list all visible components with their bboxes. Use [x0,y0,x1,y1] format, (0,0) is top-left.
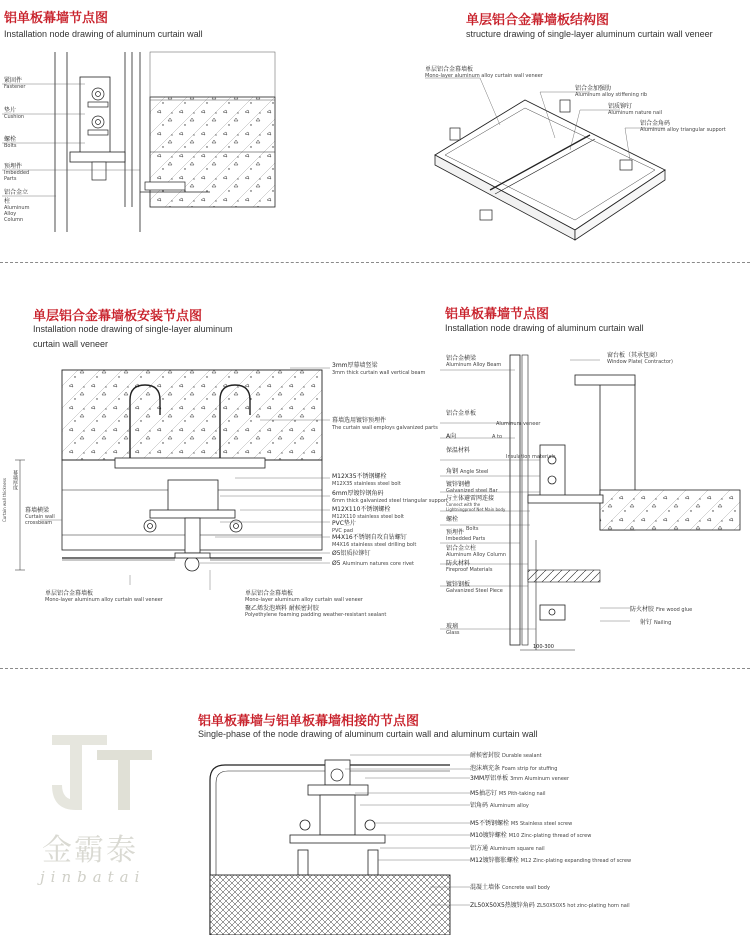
label-alangle-en: Aluminum alloy [489,803,529,809]
label-steelbar-zh: 镀锌钢槽 [446,481,471,488]
label-veneer-en: Mono-layer aluminum alloy curtain wall veneer [425,73,543,79]
label-m12x35-zh: M12X35不锈钢螺栓 [332,473,387,480]
jt-logo-icon [42,730,162,820]
label-beam-zh: 铝合金横梁 [446,355,477,362]
label-thickness-zh: 幕墙厚度 [12,470,18,490]
section-divider-1 [0,262,750,263]
label-m10-en: M10 Zinc-plating thread of screw [508,833,592,839]
panel3-bottom-right [245,588,386,618]
label-steelbar-en: Galvanized steel Bar [446,488,498,494]
label-zl50-en: ZL50X50X5 hot zinc-plating horn nail [536,903,630,909]
label-angle-en: Angle Steel [459,469,489,475]
panel1-title: 铝单板幕墙节点图 [4,11,109,26]
panel2-title: 单层铝合金幕墙板结构图 [466,13,610,28]
label-veneer-zh: 单层铝合金幕墙板 [425,66,474,73]
panel5-drawing [190,745,470,935]
label-rib-en: Aluminum alloy stiffening rib [575,92,648,98]
label-p4bolts-en: Bolts [466,526,479,532]
panel2-label-nail [608,101,662,116]
label-square-zh: 铝方通 [470,845,489,852]
label-vbeam-en: 3mm thick curtain wall vertical beam [332,370,426,376]
label-concrete-zh: 混凝土墙体 [470,884,501,891]
label-bottom2-en: Mono-layer aluminum alloy curtain wall veneer [245,597,363,603]
label-bottom2-zh: 单层铝合金幕墙板 [245,590,294,597]
label-6mm-en: 6mm thick galvanized steel triangular support [332,498,448,504]
panel3-title: 单层铝合金幕墙板安装节点图 [33,309,203,324]
panel5-title: 铝单板幕墙与铝单板幕墙相接的节点图 [198,714,420,729]
panel1-subtitle: Installation node drawing of aluminum curtain wall [4,29,203,39]
label-zl50-zh: ZL50X50X5热镀锌角码 [470,902,535,909]
panel5-subtitle: Single-phase of the node drawing of aluminum curtain wall and aluminum curtain wall [198,729,538,739]
label-6mm-zh: 6mm厚镀锌钢角码 [332,490,384,497]
label-bottom-veneer-en: Mono-layer aluminum alloy curtain wall veneer [45,597,163,603]
label-galvanized-en: The curtain wall employs galvanized parts [332,425,438,431]
label-galvpiece-zh: 镀锌钢板 [446,581,471,588]
label-ato-en: A to [492,434,503,440]
label-nailing-en: Nailing [653,620,672,626]
label-window-en: Window Plate( Contractor) [607,359,673,365]
label-m5screw-zh: M5不锈钢螺栓 [470,820,509,827]
label-crossbeam-en1: Curtain wall [25,514,55,520]
label-lightning-zh: 与主体避雷网连接 [446,495,495,502]
panel4-fireglue-label [630,604,692,613]
panel2-subtitle: structure drawing of single-layer aluminum curtain wall veneer [466,29,713,39]
label-p4imbed-zh: 预埋件 [446,529,465,536]
label-crossbeam-zh: 幕墙横梁 [25,507,50,514]
label-imbedded-en: Imbedded Parts [4,170,30,182]
label-imbedded-zh: 预埋件 [4,163,23,170]
panel4-window-label [607,350,673,365]
section-divider-2 [0,668,750,669]
label-3mm-en: 3mm Aluminum veneer [510,776,570,782]
label-foam-zh: 泡沫填充条 [470,765,501,772]
label-m4x16-zh: M4X16不锈钢自攻自钻螺钉 [332,534,407,541]
label-m12x35-en: M12X35 stainless steel bolt [332,481,401,487]
label-column-zh: 铝合金立柱 [4,189,29,205]
label-fireproof-zh: 防火材料 [446,560,471,567]
label-m4x16-en: M4X16 stainless steel drilling bolt [332,542,417,548]
panel3-drawing [0,360,380,610]
label-durable-zh: 耐候密封胶 [470,752,501,759]
label-support-zh: 铝合金角码 [640,120,671,127]
label-glass-zh: 玻璃 [446,623,459,630]
label-thickness-en: Curtain wall thickness [2,478,7,523]
panel2-label-rib [575,83,647,98]
label-bottom-veneer-zh: 单层铝合金幕墙板 [45,590,94,597]
watermark-en: jinbatai [40,868,146,886]
label-durable-en: Durable sealant [501,753,542,759]
label-galvpiece-en: Galvanized Steel Piece [446,588,503,594]
label-vbeam-zh: 3mm厚幕墙竖梁 [332,362,378,369]
label-m12-en: M12 Zinc-plating expanding thread of screw [520,858,632,864]
label-alveneer-zh: 铝合金单板 [446,410,477,417]
label-cushion-en: Cushion [4,114,25,120]
label-p4bolts-zh: 螺栓 [446,516,459,523]
label-column-en: Aluminum Alloy Column [4,205,30,223]
label-m12x110-zh: M12X110不锈钢螺栓 [332,506,391,513]
panel4-subtitle: Installation node drawing of aluminum curtain wall [445,323,644,333]
label-bolts-en: Bolts [4,143,17,149]
panel1-drawing [0,42,300,242]
label-pvc-en: PVC pad [332,528,353,534]
label-support-en: Aluminum alloy triangular support [640,127,726,133]
label-cushion-zh: 垫片 [4,107,17,114]
panel4-nailing-label [640,617,671,626]
watermark-zh: 金霸泰 [42,833,138,868]
label-fireglue-en: Fire wood glue [655,607,693,613]
label-concrete-en: Concrete wall body [501,885,550,891]
label-insul-zh: 保温材料 [446,447,471,454]
label-alveneer-en: Aluminum veneer [496,421,541,427]
label-sealant-zh: 聚乙烯发泡填料 耐候密封胶 [245,605,319,612]
label-alangle-zh: 铝角码 [470,802,489,809]
label-sealant-en: Polyethylene foaming padding weather-resistant sealant [245,612,387,618]
label-fireproof-en: Fireproof Materials [446,567,493,573]
label-glass-en: Glass [446,630,460,636]
panel3-left-label [25,505,55,526]
label-rivet2-en: Aluminum natures core rivet [342,561,414,567]
panel3-vertical-dim [12,470,28,490]
label-crossbeam-en2: crossbeam [25,520,53,526]
label-rivet-zh: Ø5铝质拉铆钉 [332,550,371,557]
panel2-label-support [640,118,726,133]
label-p4imbed-en: Imbedded Parts [446,536,486,542]
label-m12-zh: M12镀锌膨胀螺栓 [470,857,519,864]
label-p4col-en: Aluminum Alloy Column [446,552,506,558]
label-beam-en: Aluminum Alloy Beam [446,362,502,368]
label-m5pith-en: M5 Pith-taking nail [498,791,546,797]
label-m5screw-en: M5 Stainless steel screw [510,821,573,827]
panel4-dimension: 100-300 [533,644,554,650]
label-rib-zh: 铝合金加强肋 [575,85,612,92]
label-insul-en: Insulation materials [506,454,556,460]
panel4-title: 铝单板幕墙节点图 [445,307,550,322]
label-3mm-zh: 3MM厚铝单板 [470,775,509,782]
label-p4col-zh: 铝合金立柱 [446,545,477,552]
label-nail-zh: 铝质铆钉 [608,103,633,110]
label-nailing-zh: 射钉 [640,619,653,626]
label-fastener-zh: 紧固件 [4,77,23,84]
label-angle-zh: 角钢 [446,468,459,475]
label-galvanized-zh: 幕墙选用镀锌预埋件 [332,417,387,424]
panel3-subtitle-1: Installation node drawing of single-layer aluminum [33,324,233,334]
panel3-bottom-left [45,588,163,603]
label-square-en: Aluminum square nail [489,846,545,852]
label-foam-en: Foam strip for stuffing [501,766,558,772]
label-lightning-en: Connect with the Lightningproof Net Main body [446,502,506,512]
label-nail-en: Aluminum nature nail [608,110,663,116]
label-fireglue-zh: 防火材胶 [630,606,655,613]
label-m5pith-zh: M5抽芯钉 [470,790,497,797]
panel3-subtitle-2: curtain wall veneer [33,339,109,349]
label-window-zh: 窗台板（其承包商） [607,352,662,359]
label-rivet2-zh: Ø5 [332,560,341,567]
label-fastener-en: Fastener [4,84,26,90]
label-bolts-zh: 螺栓 [4,136,17,143]
label-m12x110-en: M12X110 stainless steel bolt [332,514,404,520]
panel2-label-veneer [425,64,543,79]
label-m10-zh: M10镀锌螺栓 [470,832,507,839]
label-ato-zh: A向 [446,433,457,440]
label-pvc-zh: PVC垫片 [332,520,356,527]
